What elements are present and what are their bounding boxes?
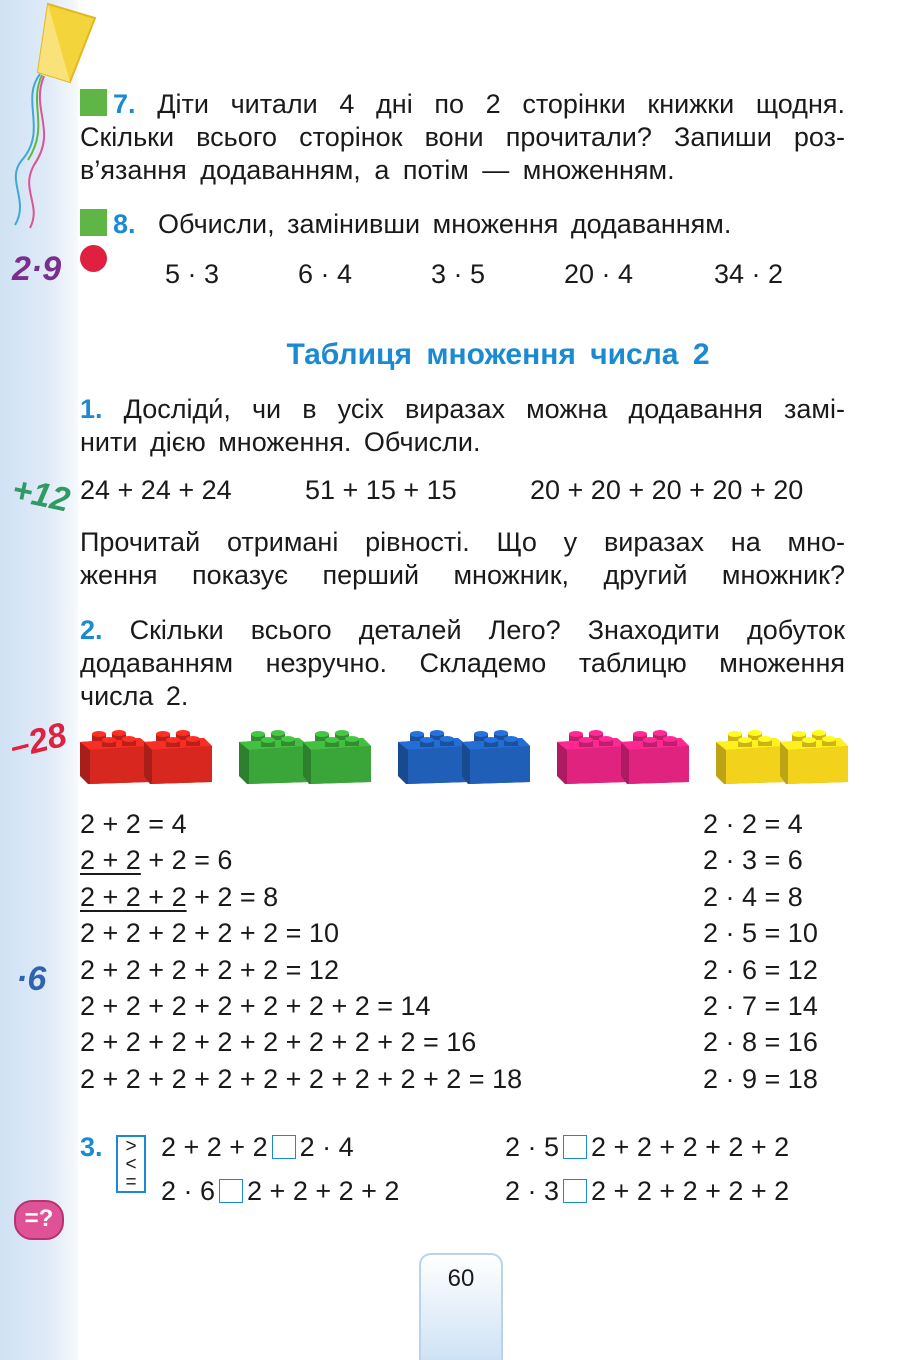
task7-line-2: Скільки всього сторінок вони прочитали? Запиши роз- [80,122,845,152]
sum-rest: 2 + 2 + 2 + 2 + 2 = 12 [80,954,339,985]
task8-text: Обчисли, замінивши множення додаванням. [158,209,732,239]
task1-follow-line: ження показує перший множник, другий множник? [80,560,845,590]
task1-number: 1. [80,394,103,424]
task8 [80,208,845,241]
product-row: 2 · 7 = 14 [703,991,818,1021]
task8-expression: 20 · 4 [564,259,634,289]
margin-deco-minus: –28 [6,715,71,767]
underlined-part: 2 + 2 [80,845,141,876]
sum-row [80,990,431,1023]
task8-expression: 3 · 5 [431,259,486,289]
red-circle-icon [80,245,107,272]
sum-rest: 2 + 2 = 4 [80,809,187,839]
product-row: 2 · 4 = 8 [703,881,803,912]
task7-line: Діти читали 4 дні по 2 сторінки книжки щодня. [157,89,845,119]
sum-rest: 2 + 2 + 2 + 2 + 2 + 2 + 2 + 2 + 2 = 18 [80,1063,523,1094]
sum-rest: + 2 = 6 [140,845,233,876]
task3-number: 3. [80,1132,103,1162]
task3-item [161,1131,354,1164]
page-number: 60 [419,1253,503,1360]
task1-expression: 20 + 20 + 20 + 20 + 20 [530,475,804,505]
task3-right: 2 · 4 [299,1132,354,1162]
underlined-part: 2 + 2 + 2 [80,881,187,912]
answer-box[interactable] [563,1135,587,1159]
task1-follow-line: Прочитай отримані рівності. Що у виразах на мно- [80,527,845,557]
task2-line-3: числа 2. [80,681,189,711]
task7-line-3: в’язання додаванням, а потім — множенням. [80,155,675,185]
sum-rest: 2 + 2 + 2 + 2 + 2 + 2 + 2 = 14 [80,991,431,1021]
task3-right: 2 + 2 + 2 + 2 + 2 [591,1132,790,1162]
sum-row [80,844,232,877]
product-row: 2 · 9 = 18 [703,1063,818,1094]
task3-left: 2 · 5 [505,1132,560,1162]
sum-rest: + 2 = 8 [186,881,279,912]
lego-brick-yellow [714,724,849,786]
margin-deco-dot: ·6 [16,960,47,998]
product-row: 2 · 2 = 4 [703,809,803,839]
sum-row [80,808,187,841]
sum-rest: 2 + 2 + 2 + 2 + 2 = 10 [80,918,339,949]
task7 [80,88,845,121]
product-row: 2 · 3 = 6 [703,845,803,876]
product-row: 2 · 8 = 16 [703,1027,818,1058]
sum-row [80,917,339,950]
task3-right: 2 + 2 + 2 + 2 [247,1176,400,1206]
sum-row [80,1026,476,1059]
task8-expression: 6 · 4 [298,259,353,289]
lego-brick-green [237,724,372,786]
task8-expression: 5 · 3 [165,259,220,289]
task3-item [161,1175,399,1208]
task3-left: 2 · 3 [505,1176,560,1206]
green-square-icon [80,209,107,236]
task3-left: 2 + 2 + 2 [161,1132,268,1162]
task8-expression: 34 · 2 [714,259,784,289]
task1-expression: 51 + 15 + 15 [305,475,457,505]
sum-row [80,1063,522,1096]
task2 [80,614,845,647]
task8-number: 8. [113,209,136,239]
margin-deco-plus: +12 [8,470,74,520]
task3-right: 2 + 2 + 2 + 2 + 2 [591,1176,790,1206]
margin-deco-mult: 2·9 [12,250,62,288]
task2-line: Скільки всього деталей Лего? Знаходити добуток [129,615,845,645]
section-title: Таблиця множення числа 2 [286,338,710,371]
answer-box[interactable] [272,1135,296,1159]
task1 [80,393,845,426]
product-row: 2 · 6 = 12 [703,954,818,985]
answer-box[interactable] [563,1179,587,1203]
sum-rest: 2 + 2 + 2 + 2 + 2 + 2 + 2 + 2 = 16 [80,1027,477,1058]
task2-line-2: додаванням незручно. Складемо таблицю множення [80,648,845,678]
lego-brick-blue [396,724,531,786]
task1-line: Досліди́, чи в усіх виразах можна додавання замі- [123,394,845,424]
task1-line-2: нити дією множення. Обчисли. [80,427,481,457]
green-square-icon [80,89,107,116]
sum-row [80,881,278,914]
sign-equal: = [125,1172,137,1193]
lego-brick-pink [555,724,690,786]
task7-number: 7. [113,89,136,119]
task3-item [505,1131,789,1164]
comparison-signs [116,1135,146,1193]
product-row: 2 · 5 = 10 [703,918,818,949]
task3-item [505,1175,789,1208]
sign-less: < [125,1154,137,1175]
lego-brick-red [78,724,213,786]
sign-greater: > [125,1136,137,1157]
answer-box[interactable] [219,1179,243,1203]
sum-row [80,954,339,987]
task3-left: 2 · 6 [161,1176,216,1206]
task2-number: 2. [80,615,103,645]
task1-expression: 24 + 24 + 24 [80,475,232,505]
margin-deco-question-badge: =? [14,1200,64,1240]
